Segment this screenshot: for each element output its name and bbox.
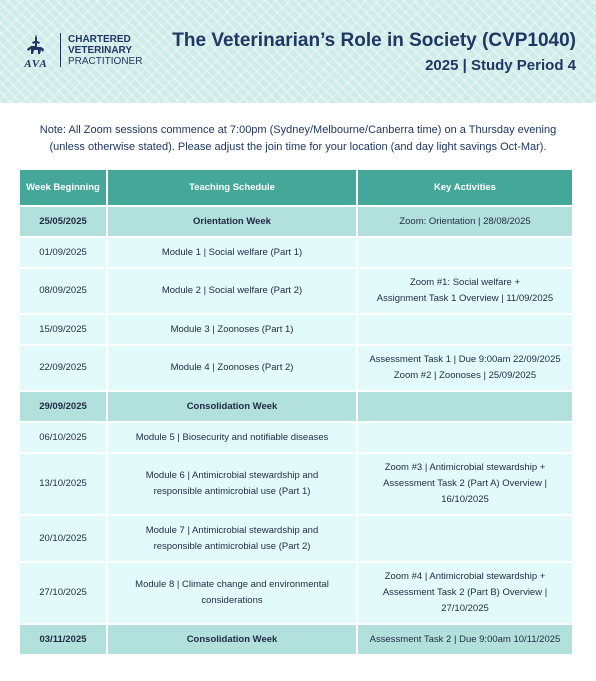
schedule-body bbox=[20, 207, 572, 654]
table-row bbox=[20, 346, 572, 390]
logo-line-1: CHARTERED bbox=[68, 33, 131, 45]
cell-key-activities bbox=[358, 207, 572, 236]
teaching-line: Module 7 | Antimicrobial stewardship and bbox=[145, 524, 319, 536]
cell-key-activities bbox=[358, 516, 572, 561]
teaching-line: Module 8 | Climate change and environmental bbox=[135, 579, 329, 590]
cell-week-beginning: 27/10/2025 bbox=[20, 563, 106, 623]
activity-line: Zoom #1: Social welfare + bbox=[409, 277, 521, 288]
table-row bbox=[20, 238, 572, 267]
cell-teaching-schedule bbox=[108, 454, 356, 514]
cell-teaching-schedule bbox=[108, 516, 356, 561]
cell-key-activities bbox=[358, 269, 572, 313]
table-row bbox=[20, 269, 572, 313]
zoom-note bbox=[20, 122, 576, 156]
page-subtitle: 2025 | Study Period 4 bbox=[425, 57, 576, 74]
teaching-line: considerations bbox=[201, 595, 263, 606]
teaching-line: responsible antimicrobial use (Part 1) bbox=[153, 486, 311, 497]
table-header-row bbox=[20, 170, 572, 205]
cell-key-activities bbox=[358, 423, 572, 452]
cell-week-beginning: 06/10/2025 bbox=[20, 423, 106, 452]
cell-week-beginning: 03/11/2025 bbox=[20, 625, 106, 654]
teaching-line: Module 3 | Zoonoses (Part 1) bbox=[170, 323, 294, 335]
teaching-line: Module 2 | Social welfare (Part 2) bbox=[161, 285, 303, 296]
cell-key-activities bbox=[358, 392, 572, 421]
teaching-line: Module 5 | Biosecurity and notifiable diseases bbox=[135, 431, 329, 443]
note-line-2: (unless otherwise stated). Please adjust the join time for your location (and day light savings Oct-Mar). bbox=[49, 141, 547, 153]
cell-key-activities bbox=[358, 238, 572, 267]
table-row bbox=[20, 625, 572, 654]
table-row bbox=[20, 392, 572, 421]
schedule-table bbox=[18, 168, 574, 656]
activity-line: Assessment Task 2 (Part B) Overview | bbox=[382, 587, 548, 598]
activity-line: 27/10/2025 bbox=[441, 603, 489, 614]
horse-rider-icon bbox=[25, 35, 47, 59]
activity-line: Assignment Task 1 Overview | 11/09/2025 bbox=[376, 293, 554, 304]
teaching-line: responsible antimicrobial use (Part 2) bbox=[153, 540, 311, 552]
table-row bbox=[20, 516, 572, 561]
cell-week-beginning: 20/10/2025 bbox=[20, 516, 106, 561]
cell-week-beginning: 15/09/2025 bbox=[20, 315, 106, 344]
teaching-line: Module 6 | Antimicrobial stewardship and bbox=[145, 470, 319, 481]
teaching-line: Module 4 | Zoonoses (Part 2) bbox=[170, 362, 294, 373]
cell-teaching-schedule bbox=[108, 563, 356, 623]
activity-line: Zoom #3 | Antimicrobial stewardship + bbox=[384, 462, 546, 473]
cell-week-beginning: 08/09/2025 bbox=[20, 269, 106, 313]
cell-week-beginning: 25/05/2025 bbox=[20, 207, 106, 236]
cell-week-beginning: 29/09/2025 bbox=[20, 392, 106, 421]
activity-line: Zoom: Orientation | 28/08/2025 bbox=[399, 215, 531, 227]
page-header bbox=[0, 0, 596, 103]
cell-week-beginning: 22/09/2025 bbox=[20, 346, 106, 390]
activity-line: Assessment Task 2 | Due 9:00am 10/11/2025 bbox=[369, 633, 561, 645]
cell-key-activities bbox=[358, 625, 572, 654]
teaching-line: Orientation Week bbox=[193, 215, 271, 227]
teaching-line: Module 1 | Social welfare (Part 1) bbox=[161, 246, 303, 258]
table-row bbox=[20, 207, 572, 236]
cell-teaching-schedule bbox=[108, 346, 356, 390]
teaching-line: Consolidation Week bbox=[186, 400, 278, 412]
page-title: The Veterinarian’s Role in Society (CVP1040) bbox=[172, 30, 576, 51]
note-line-1: Note: All Zoom sessions commence at 7:00pm (Sydney/Melbourne/Canberra time) on a Thursday evening bbox=[39, 124, 557, 136]
activity-line: Zoom #2 | Zoonoses | 25/09/2025 bbox=[393, 370, 537, 381]
cell-key-activities bbox=[358, 315, 572, 344]
activity-line: Zoom #4 | Antimicrobial stewardship + bbox=[384, 571, 546, 582]
teaching-line: Consolidation Week bbox=[186, 633, 278, 645]
cell-key-activities bbox=[358, 563, 572, 623]
cell-key-activities bbox=[358, 454, 572, 514]
cell-teaching-schedule bbox=[108, 423, 356, 452]
logo-mark-text: AVA bbox=[24, 58, 48, 70]
table-row bbox=[20, 454, 572, 514]
ava-emblem bbox=[18, 30, 54, 70]
cell-teaching-schedule bbox=[108, 625, 356, 654]
header-week-beginning: Week Beginning bbox=[20, 170, 106, 205]
header-teaching-schedule: Teaching Schedule bbox=[108, 170, 356, 205]
ava-logo bbox=[18, 28, 158, 72]
logo-line-3: PRACTITIONER bbox=[68, 55, 143, 67]
table-row bbox=[20, 423, 572, 452]
cell-week-beginning: 01/09/2025 bbox=[20, 238, 106, 267]
cell-week-beginning: 13/10/2025 bbox=[20, 454, 106, 514]
header-key-activities: Key Activities bbox=[358, 170, 572, 205]
table-row bbox=[20, 315, 572, 344]
logo-divider bbox=[60, 33, 61, 67]
cell-teaching-schedule bbox=[108, 207, 356, 236]
logo-wordmark bbox=[68, 34, 142, 67]
cell-teaching-schedule bbox=[108, 269, 356, 313]
activity-line: 16/10/2025 bbox=[441, 494, 489, 505]
logo-line-2: VETERINARY bbox=[68, 44, 133, 56]
cell-teaching-schedule bbox=[108, 392, 356, 421]
activity-line: Assessment Task 2 (Part A) Overview | bbox=[383, 478, 547, 489]
cell-teaching-schedule bbox=[108, 315, 356, 344]
table-row bbox=[20, 563, 572, 623]
activity-line: Assessment Task 1 | Due 9:00am 22/09/2025 bbox=[369, 354, 561, 365]
cell-teaching-schedule bbox=[108, 238, 356, 267]
cell-key-activities bbox=[358, 346, 572, 390]
